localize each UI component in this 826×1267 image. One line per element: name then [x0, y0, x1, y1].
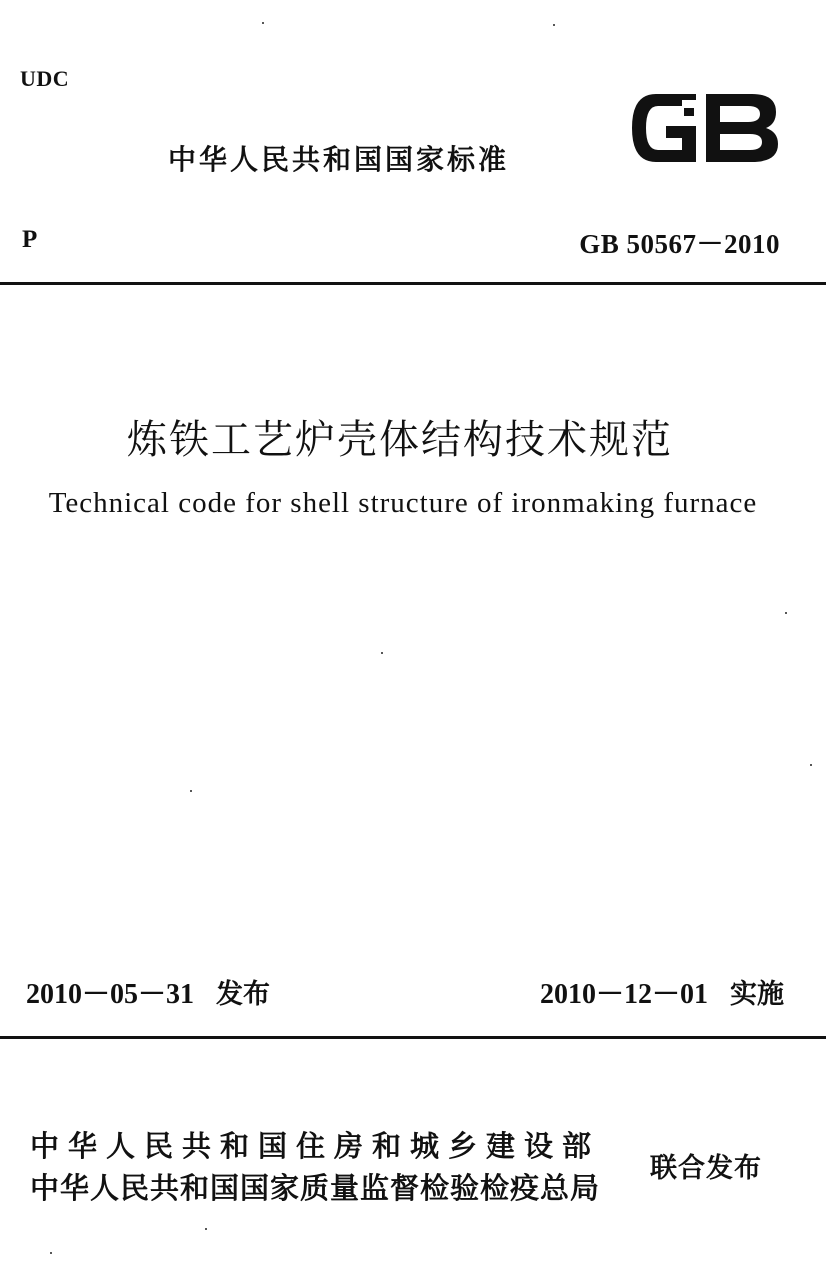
scan-speck	[381, 652, 383, 654]
title-chinese: 炼铁工艺炉壳体结构技术规范	[127, 417, 673, 463]
release-label: 发布	[216, 979, 271, 1010]
scan-speck	[262, 22, 264, 24]
scan-speck	[50, 1252, 52, 1254]
release-date: 2010－05－31	[26, 979, 195, 1010]
release-date-line	[26, 972, 270, 1012]
issuer-ministry-housing: 中华人民共和国住房和城乡建设部	[30, 1129, 601, 1163]
gb-logo	[626, 86, 782, 170]
scan-speck	[190, 790, 192, 792]
classification-code: P	[22, 226, 38, 253]
effective-label: 实施	[730, 979, 784, 1010]
scan-speck	[785, 612, 787, 614]
gb-logo-graphic	[626, 86, 782, 170]
scan-speck	[553, 24, 555, 26]
issuer-aqsiq: 中华人民共和国国家质量监督检验检疫总局	[30, 1171, 601, 1205]
effective-date-line	[540, 972, 784, 1012]
bottom-divider	[0, 1036, 826, 1039]
effective-date: 2010－12－01	[539, 979, 708, 1010]
scan-speck	[810, 764, 812, 766]
standard-number: GB 50567－2010	[579, 229, 780, 259]
scan-speck	[205, 1228, 207, 1230]
udc-label: UDC	[20, 66, 70, 91]
title-english: Technical code for shell structure of ironmaking furnace	[48, 487, 758, 519]
top-divider	[0, 282, 826, 285]
standard-type-heading: 中华人民共和国国家标准	[168, 143, 510, 176]
joint-release-label: 联合发布	[650, 1153, 762, 1184]
